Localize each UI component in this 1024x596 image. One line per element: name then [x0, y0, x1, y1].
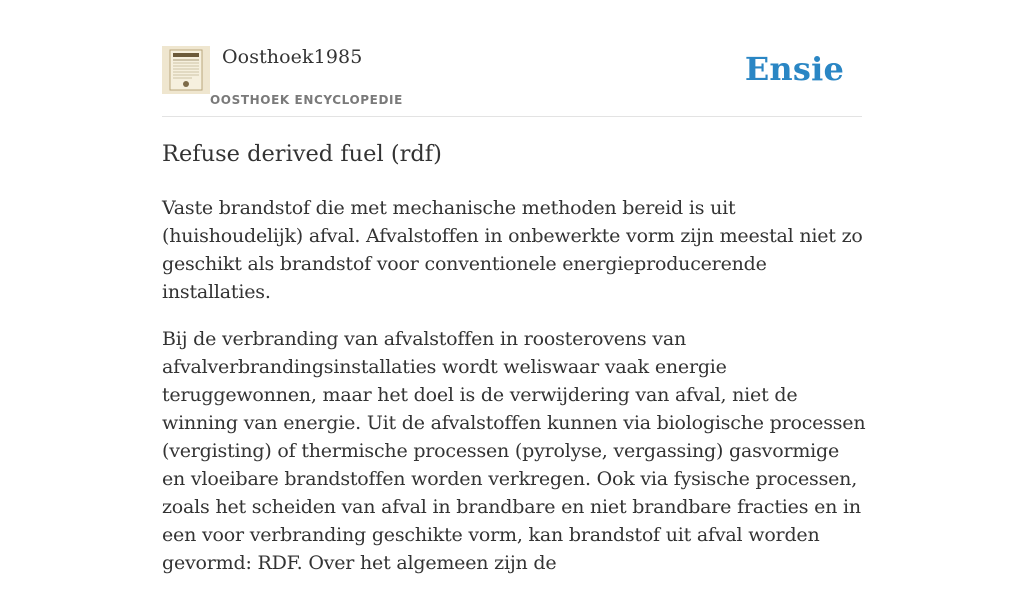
- article-body: [162, 138, 866, 596]
- source-label[interactable]: OOSTHOEK ENCYCLOPEDIE: [210, 93, 403, 107]
- site-logo[interactable]: Ensie: [744, 50, 844, 88]
- article-paragraph: Bij de verbranding van afvalstoffen in roosterovens van afvalverbrandingsinstallaties wordt weliswaar vaak energie teruggewonnen, maar het doel is de verwijdering van afval, niet de winning van energie. Uit de afvalstoffen kunnen via biologische processen (vergisting) of thermische processen (pyrolyse, vergassing) gasvormige en vloeibare brandstoffen worden verkregen. Ook via fysische processen, zoals het scheiden van afval in brandbare en niet brandbare fracties en in een voor verbranding geschikte vorm, kan brandstof uit afval worden gevormd: RDF. Over het algemeen zijn de: [162, 328, 866, 574]
- article-paragraph: Vaste brandstof die met mechanische methoden bereid is uit (huishoudelijk) afval. Afvalstoffen in onbewerkte vorm zijn meestal niet zo geschikt als brandstof voor conventionele energieproducerende installaties.: [162, 197, 863, 303]
- author-name[interactable]: Oosthoek1985: [222, 46, 363, 68]
- article-title: Refuse derived fuel (rdf): [162, 141, 442, 167]
- avatar[interactable]: [162, 46, 210, 94]
- article-header: [162, 44, 862, 117]
- book-cover-icon: [162, 46, 210, 94]
